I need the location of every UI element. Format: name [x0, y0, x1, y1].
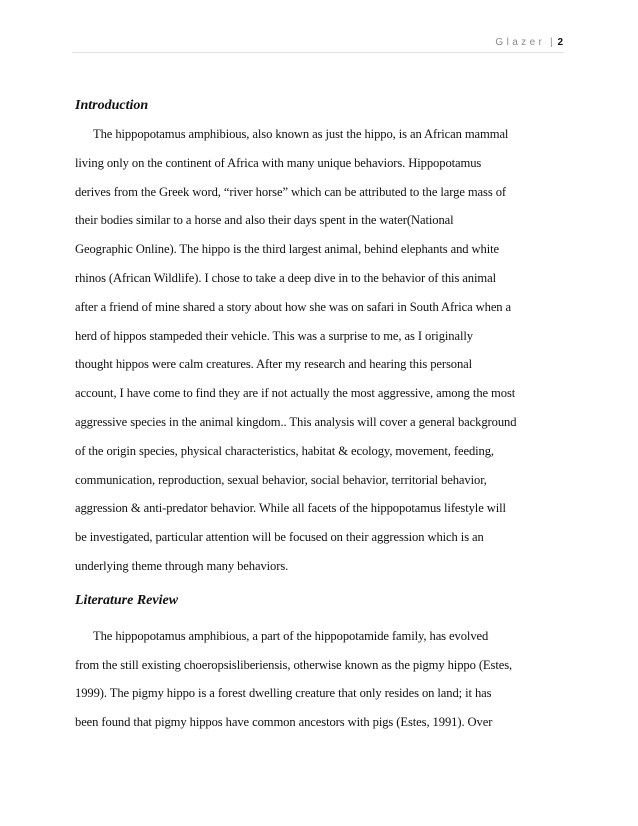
paragraph-line: communication, reproduction, sexual behavior, social behavior, territorial behavior, [75, 472, 487, 487]
paragraph-line: their bodies similar to a horse and also their days spent in the water(National [75, 213, 454, 228]
paragraph-line: thought hippos were calm creatures. After my research and hearing this personal [75, 357, 473, 372]
header-rule [72, 52, 564, 53]
paragraph-line: derives from the Greek word, “river horse” which can be attributed to the large mass of [75, 184, 506, 199]
literature-review-paragraph [75, 622, 565, 737]
paragraph-line: The hippopotamus amphibious, also known as just the hippo, is an African mammal [93, 127, 509, 141]
paragraph-line: aggression & anti-predator behavior. While all facets of the hippopotamus lifestyle will [75, 501, 506, 516]
header-separator: | [550, 37, 553, 48]
paragraph-line: herd of hippos stampeded their vehicle. This was a surprise to me, as I originally [75, 328, 473, 343]
paragraph-line: from the still existing choeropsisliberiensis, otherwise known as the pigmy hippo (Estes, [75, 657, 513, 672]
paragraph-line: been found that pigmy hippos have common ancestors with pigs (Estes, 1991). Over [75, 715, 493, 730]
introduction-paragraph [75, 120, 565, 581]
introduction-heading: Introduction [75, 98, 149, 113]
page-number: 2 [557, 37, 563, 48]
paragraph-line: aggressive species in the animal kingdom.. This analysis will cover a general background [75, 414, 517, 429]
paragraph-line: The hippopotamus amphibious, a part of the hippopotamide family, has evolved [93, 628, 489, 643]
paragraph-line: underlying theme through many behaviors. [75, 558, 289, 573]
paragraph-line: account, I have come to find they are if not actually the most aggressive, among the most [75, 386, 516, 401]
body-content [75, 92, 565, 737]
paragraph-line: after a friend of mine shared a story about how she was on safari in South Africa when a [75, 299, 512, 314]
page-header [75, 36, 563, 50]
paragraph-line: Geographic Online). The hippo is the third largest animal, behind elephants and white [75, 242, 500, 257]
paragraph-line: be investigated, particular attention will be focused on their aggression which is an [75, 530, 484, 545]
literature-review-heading: Literature Review [75, 592, 179, 608]
paragraph-line: living only on the continent of Africa with many unique behaviors. Hippopotamus [75, 155, 482, 170]
paragraph-line: 1999). The pigmy hippo is a forest dwelling creature that only resides on land; it has [75, 686, 492, 701]
paragraph-line: of the origin species, physical characteristics, habitat & ecology, movement, feeding, [75, 443, 494, 458]
paragraph-line: rhinos (African Wildlife). I chose to take a deep dive in to the behavior of this animal [75, 270, 496, 285]
header-author: Glazer [495, 37, 546, 48]
